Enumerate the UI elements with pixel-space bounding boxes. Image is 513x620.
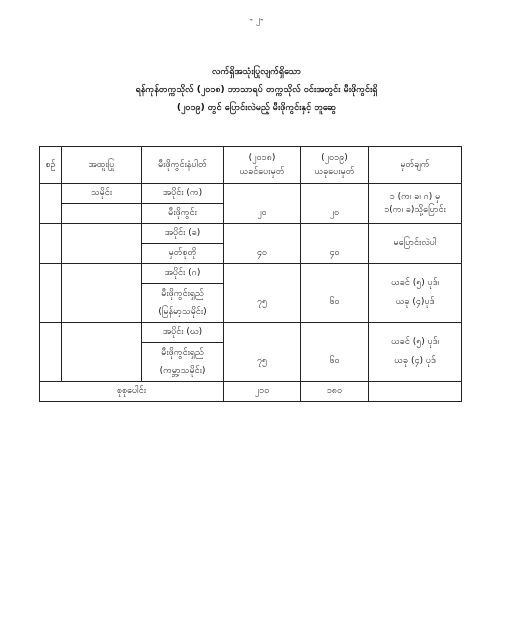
cell-type — [62, 224, 142, 264]
cell-site: မီးဖိုကွင်း — [142, 204, 224, 224]
header-no: စဉ် — [40, 147, 62, 184]
cell-2018: ၇၅ — [224, 323, 301, 382]
title-line-3: (၂၀၁၉) တွင် ပြောင်းလဲမည့် မီးဖိုကွင်းနှင့် ဘူဆွေ — [176, 103, 337, 113]
cell-remark: ယခင် (၅) ပုဒ်၊ ယခု (၄) ပုဒ် — [369, 323, 462, 382]
table-row — [40, 224, 462, 244]
cell-no — [40, 323, 62, 382]
cell-site: အပိုင်း (က) — [142, 184, 224, 204]
cell-2018: ၇၅ — [224, 264, 301, 323]
cell-site: အပိုင်း (ဃ) — [142, 323, 224, 343]
cell-2018: ၂၀ — [224, 184, 301, 224]
cell-remark: မပြောင်းလဲပါ — [369, 224, 462, 264]
header-type: အထူးပြု — [62, 147, 142, 184]
cell-site: မှတ်စုတို — [142, 244, 224, 264]
cell-site: မီးဖိုကွင်းရှည် (ကမ္ဘာ့သမိုင်း) — [142, 343, 224, 382]
header-remark: မှတ်ချက် — [369, 147, 462, 184]
header-site: မီးဖိုကွင်းနံပါတ် — [142, 147, 224, 184]
cell-2019: ၄၀ — [301, 224, 369, 264]
cell-type: သမိုင်း — [62, 184, 142, 204]
cell-type — [62, 264, 142, 323]
header-2018: (၂၀၁၈) ယခင်ပေးမှတ် — [224, 147, 301, 184]
cell-site: အပိုင်း (ဂ) — [142, 264, 224, 284]
total-label: စုစုပေါင်း — [40, 382, 224, 402]
cell-2019: ၆၀ — [301, 264, 369, 323]
cell-type — [62, 323, 142, 382]
table-row — [40, 184, 462, 204]
page-number: - ၂- — [249, 15, 264, 25]
cell-2019: ၂၀ — [301, 184, 369, 224]
cell-2018: ၄၀ — [224, 224, 301, 264]
cell-remark: ယခင် (၅) ပုဒ်၊ ယခု (၄)ပုဒ် — [369, 264, 462, 323]
total-2019: ၁၈၀ — [301, 382, 369, 402]
title-line-2: ရန်ကုန်တက္ကသိုလ် (၂၀၁၈) ဘာသာရပ် တက္ကသိုလ် ဝင်းအတွင်း မီးဖိုကွင်းရှိ — [135, 85, 378, 95]
total-2018: ၂၁၀ — [224, 382, 301, 402]
cell-remark: ၁ (က၊ ခ၊ ဂ) မှ ၁(က၊ ခ)သို့ပြောင်း — [369, 184, 462, 224]
cell-no — [40, 184, 62, 224]
allocation-table — [39, 146, 462, 402]
table-header-row — [40, 147, 462, 184]
cell-no — [40, 264, 62, 323]
cell-2019: ၆၀ — [301, 323, 369, 382]
table-row — [40, 264, 462, 284]
cell-site: မီးဖိုကွင်းရှည် (မြန်မာ့သမိုင်း) — [142, 284, 224, 323]
header-2019: (၂၀၁၉) ယခုပေးမှတ် — [301, 147, 369, 184]
table-row — [40, 323, 462, 343]
table-total-row — [40, 382, 462, 402]
cell-site: အပိုင်း (ခ) — [142, 224, 224, 244]
cell-type — [62, 204, 142, 224]
cell-no — [40, 224, 62, 264]
title-line-1: လက်ရှိအသုံးပြုလျက်ရှိသော — [211, 67, 302, 77]
cell-remark — [369, 382, 462, 402]
